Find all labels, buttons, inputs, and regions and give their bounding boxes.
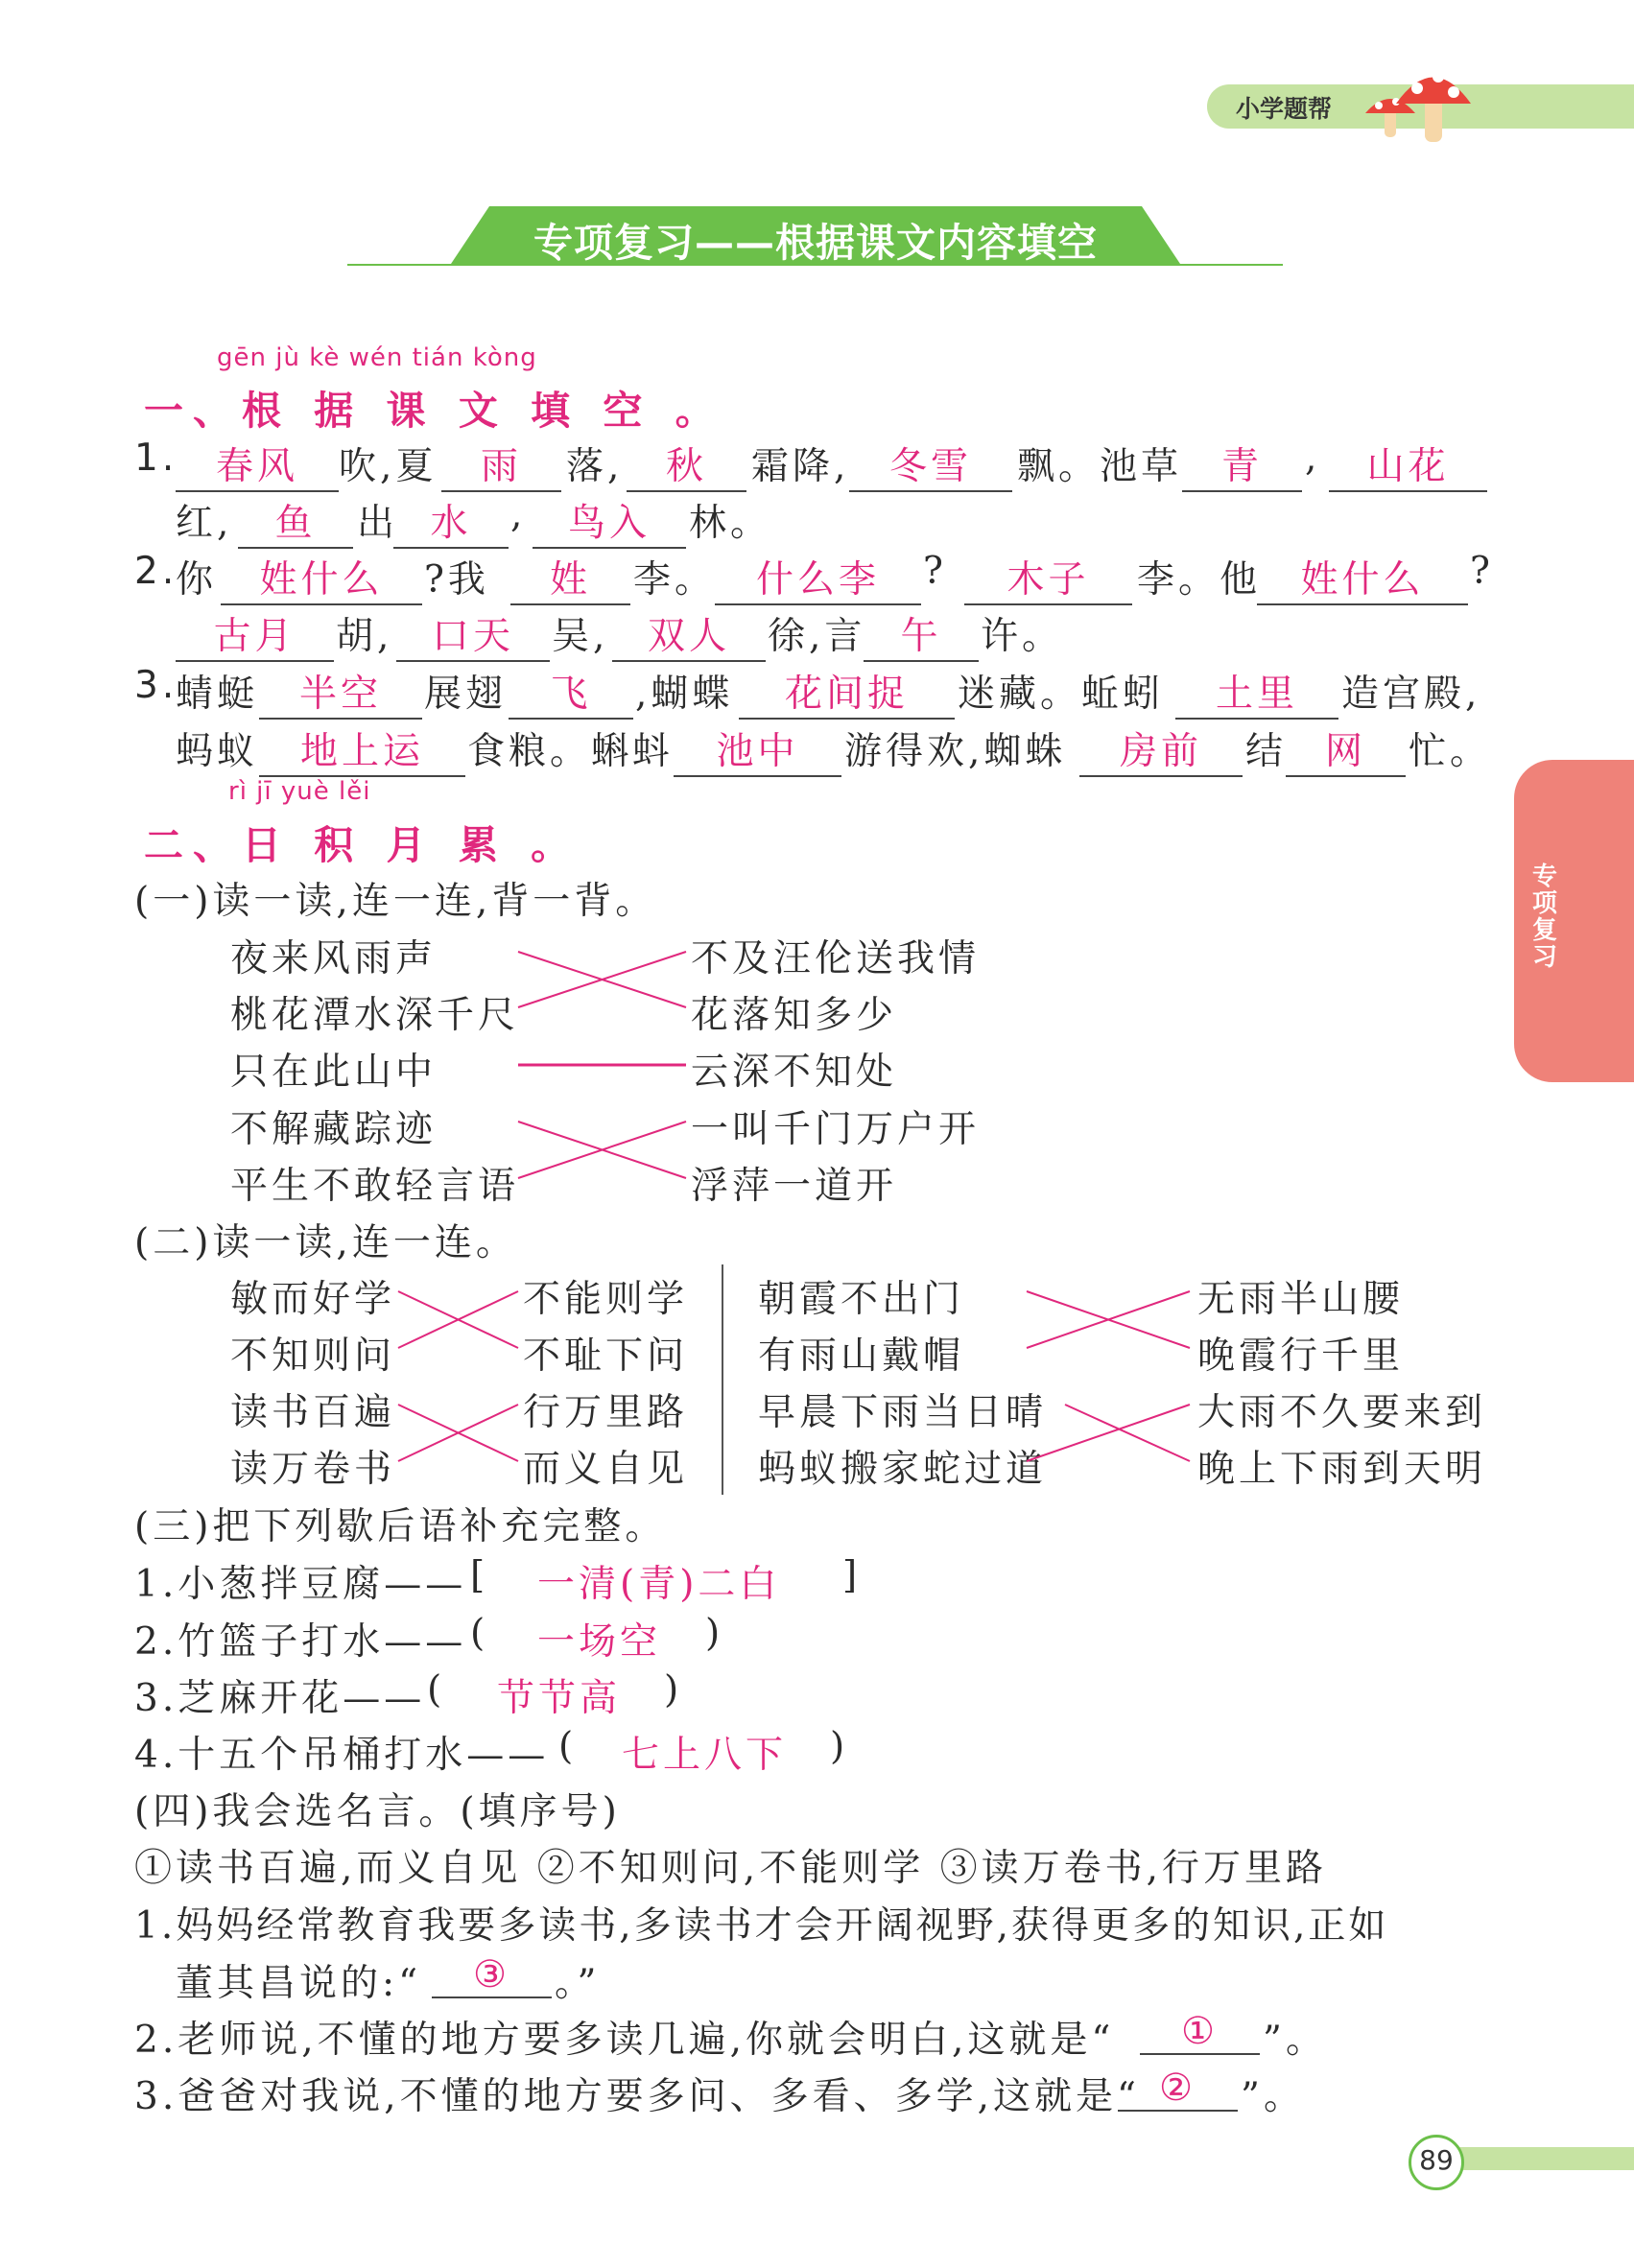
match-right: 不能则学 [523, 1278, 689, 1321]
bracket-close: ) [664, 1668, 683, 1712]
question-text: 红, [176, 502, 233, 545]
idiom-question: 4.十五个吊桶打水—— [134, 1734, 550, 1777]
answer-blank: ② [1118, 2067, 1238, 2112]
question-text: 胡, [336, 615, 393, 658]
brand-label: 小学题帮 [1236, 95, 1333, 123]
side-tab-label: 专项复习 [1531, 862, 1557, 972]
answer-blank: 什么李 [715, 550, 921, 605]
answer-blank: 水 [393, 493, 509, 549]
question-text: 徐,言 [768, 615, 866, 658]
section1-pinyin: gēn jù kè wén tián kòng [217, 343, 537, 372]
section2-pinyin: rì jī yuè lěi [228, 777, 371, 806]
quote-q3: 3.爸爸对我说,不懂的地方要多问、多看、多学,这就是“ [134, 2075, 1140, 2118]
question-text: , [1305, 437, 1321, 480]
idiom-answer: 一场空 [537, 1620, 662, 1664]
match-right: 晚上下雨到天明 [1197, 1448, 1487, 1491]
q3-number: 3. [134, 664, 178, 707]
answer-blank: 花间捉 [739, 664, 955, 720]
answer-blank: 姓 [510, 550, 630, 605]
answer-blank: 飞 [509, 664, 633, 720]
page-number: 89 [1419, 2144, 1454, 2176]
answer-blank: 雨 [441, 437, 561, 492]
answer-blank: 地上运 [259, 721, 465, 777]
match-right: 不及汪伦送我情 [691, 937, 981, 980]
match-right: 花落知多少 [691, 994, 898, 1037]
bracket-open: ( [427, 1668, 446, 1712]
match-left: 蚂蚁搬家蛇过道 [758, 1448, 1048, 1491]
question-text: 蚂蚁 [176, 730, 259, 773]
match-right: 一叫千门万户开 [691, 1108, 981, 1151]
question-text: 结 [1245, 730, 1288, 773]
question-text: 蜻蜓 [176, 673, 259, 716]
question-text: 吹,夏 [339, 445, 438, 488]
quote-q1-line1: 1.妈妈经常教育我要多读书,多读书才会开阔视野,获得更多的知识,正如 [134, 1904, 1389, 1948]
answer-blank: 午 [864, 606, 979, 662]
bracket-close: ) [830, 1725, 849, 1768]
match-left: 不解藏踪迹 [230, 1108, 438, 1151]
part4-title: (四)我会选名言。(填序号) [134, 1790, 621, 1833]
match-right: 无雨半山腰 [1197, 1278, 1405, 1321]
question-text: 。” [555, 1962, 601, 2005]
answer-blank: 口天 [396, 606, 550, 662]
section2-title: 二、日 积 月 累 。 [144, 822, 580, 868]
bracket-open: ( [558, 1725, 578, 1768]
answer-blank: 池中 [674, 721, 841, 777]
bracket-close: ) [705, 1612, 724, 1655]
question-text: ,蝴蝶 [635, 673, 734, 716]
match-right: 浮萍一道开 [691, 1165, 898, 1208]
quote-q1-line2: 董其昌说的:“ [176, 1962, 422, 2005]
idiom-question: 1.小葱拌豆腐—— [134, 1563, 467, 1606]
bracket-close: ] [842, 1554, 862, 1597]
answer-blank: 秋 [627, 437, 746, 492]
question-text: 飘。池草 [1017, 445, 1183, 488]
question-text: 展翅 [424, 673, 508, 716]
match-left: 读书百遍 [230, 1391, 396, 1434]
question-text: 造宫殿, [1341, 673, 1481, 716]
bracket-open: [ [470, 1554, 489, 1597]
question-text: 许。 [981, 615, 1064, 658]
answer-blank: 土里 [1175, 664, 1338, 720]
question-text: 出 [357, 502, 399, 545]
question-text: 李。他 [1137, 558, 1262, 602]
question-text: 落, [566, 445, 624, 488]
question-text: 林。 [689, 502, 772, 545]
answer-blank: 青 [1182, 437, 1302, 492]
match-right: 不耻下问 [523, 1335, 689, 1378]
question-text: ”。 [1263, 2019, 1327, 2062]
answer-blank: 房前 [1079, 721, 1243, 777]
question-text: ? [1470, 550, 1494, 593]
section1-title: 一、根 据 课 文 填 空 。 [144, 388, 724, 434]
q2-number: 2. [134, 550, 178, 593]
idiom-answer: 一清(青)二白 [537, 1563, 781, 1606]
answer-blank: 双人 [612, 606, 766, 662]
question-text: 你 [176, 558, 218, 602]
question-text: 迷藏。蚯蚓 [958, 673, 1165, 716]
match-left: 只在此山中 [230, 1051, 438, 1094]
answer-blank: ③ [432, 1953, 552, 1998]
answer-blank: 冬雪 [849, 437, 1012, 492]
answer-blank: 木子 [964, 550, 1132, 605]
question-text: 忙。 [1409, 730, 1492, 773]
match-right: 晚霞行千里 [1197, 1335, 1405, 1378]
match-left: 平生不敢轻言语 [230, 1165, 520, 1208]
answer-blank: ① [1140, 2010, 1260, 2055]
answer-blank: 古月 [176, 606, 334, 662]
match-left: 夜来风雨声 [230, 937, 438, 980]
answer-blank: 山花 [1329, 437, 1487, 492]
question-text: , [510, 493, 527, 536]
part3-title: (三)把下列歇后语补充完整。 [134, 1505, 667, 1548]
banner-title: 专项复习——根据课文内容填空 [533, 220, 1098, 266]
answer-blank: 半空 [259, 664, 422, 720]
question-text: ? [923, 550, 947, 593]
match-right: 云深不知处 [691, 1051, 898, 1094]
quote-options: ①读书百遍,而义自见 ②不知则问,不能则学 ③读万卷书,行万里路 [134, 1847, 1327, 1890]
match-left: 有雨山戴帽 [758, 1335, 965, 1378]
idiom-answer: 节节高 [497, 1677, 622, 1720]
part2-title: (二)读一读,连一连。 [134, 1221, 517, 1264]
answer-blank: 网 [1286, 721, 1406, 777]
question-text: 吴, [552, 615, 609, 658]
question-text: ?我 [424, 558, 489, 602]
answer-blank: 春风 [176, 437, 339, 492]
match-right: 行万里路 [523, 1391, 689, 1434]
question-text: 李。 [633, 558, 717, 602]
question-text: ”。 [1241, 2075, 1305, 2118]
idiom-answer: 七上八下 [622, 1734, 788, 1777]
quote-q2: 2.老师说,不懂的地方要多读几遍,你就会明白,这就是“ [134, 2019, 1115, 2062]
match-left: 不知则问 [230, 1335, 396, 1378]
question-text: 霜降, [751, 445, 850, 488]
answer-blank: 鱼 [238, 493, 353, 549]
answer-blank: 鸟入 [533, 493, 686, 549]
match-left: 早晨下雨当日晴 [758, 1391, 1048, 1434]
footer-bar [1439, 2147, 1634, 2170]
answer-blank: 姓什么 [1257, 550, 1468, 605]
match-right: 而义自见 [523, 1448, 689, 1491]
part1-title: (一)读一读,连一连,背一背。 [134, 880, 657, 923]
question-text: 食粮。蝌蚪 [467, 730, 675, 773]
match-left: 桃花潭水深千尺 [230, 994, 520, 1037]
bracket-open: ( [470, 1612, 489, 1655]
idiom-question: 3.芝麻开花—— [134, 1677, 426, 1720]
match-left: 读万卷书 [230, 1448, 396, 1491]
answer-blank: 姓什么 [221, 550, 422, 605]
match-left: 朝霞不出门 [758, 1278, 965, 1321]
match-left: 敏而好学 [230, 1278, 396, 1321]
question-text: 游得欢,蜘蛛 [844, 730, 1067, 773]
idiom-question: 2.竹篮子打水—— [134, 1620, 467, 1664]
q1-number: 1. [134, 437, 178, 480]
match-right: 大雨不久要来到 [1197, 1391, 1487, 1434]
